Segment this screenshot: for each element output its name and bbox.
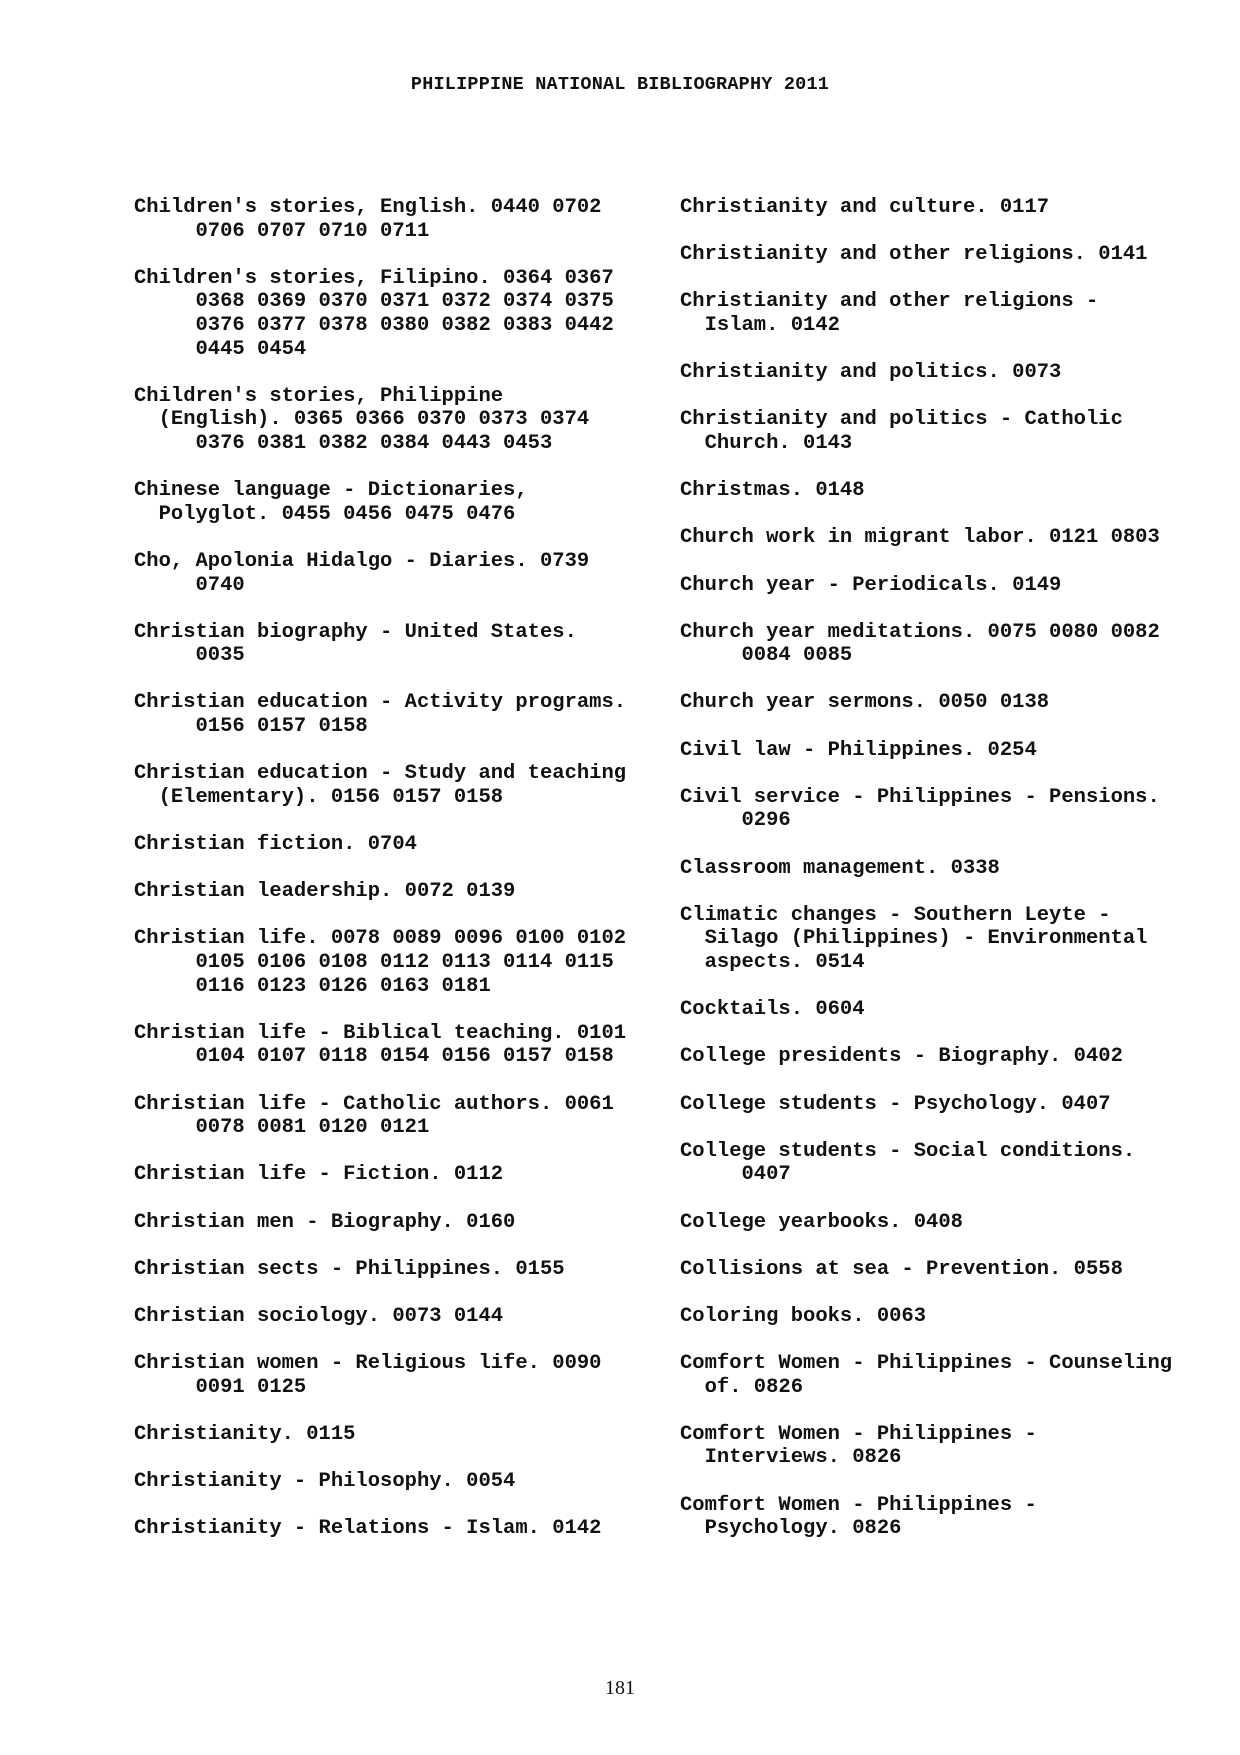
index-entry (134, 1211, 654, 1235)
entry-heading-line: Christian men - Biography. 0160 (134, 1210, 516, 1234)
entry-heading-line: Christianity and culture. 0117 (680, 196, 1050, 219)
entry-continuation-line: Psychology. 0826 (680, 1517, 902, 1541)
entry-heading-line: Christianity - Relations - Islam. 0142 (134, 1517, 602, 1541)
entry-continuation-line: Silago (Philippines) - Environmental (680, 927, 1148, 951)
index-entry (680, 1258, 1210, 1282)
entry-heading-line: Christmas. 0148 (680, 479, 865, 503)
index-entry (134, 1470, 654, 1494)
index-entry (134, 762, 654, 809)
index-entry (134, 880, 654, 904)
entry-continuation-line: 0376 0381 0382 0384 0443 0453 (134, 431, 553, 455)
index-entry (134, 385, 654, 456)
entry-heading-line: Comfort Women - Philippines - Counseling (680, 1352, 1173, 1376)
entry-continuation-line: 0740 (134, 573, 245, 597)
index-entry (680, 243, 1210, 267)
entry-heading-line: Classroom management. 0338 (680, 856, 1000, 880)
entry-continuation-line: Church. 0143 (680, 431, 853, 455)
index-entry (134, 621, 654, 668)
entry-continuation-line: 0296 (680, 809, 791, 833)
entry-heading-line: Christian women - Religious life. 0090 (134, 1352, 602, 1376)
entry-continuation-line: Polyglot. 0455 0456 0475 0476 (134, 502, 516, 526)
entry-heading-line: Christian life. 0078 0089 0096 0100 0102 (134, 927, 627, 951)
entry-heading-line: Christian life - Catholic authors. 0061 (134, 1092, 614, 1116)
index-entry (680, 998, 1210, 1022)
entry-continuation-line: of. 0826 (680, 1375, 804, 1399)
entry-heading-line: Church work in migrant labor. 0121 0803 (680, 526, 1160, 550)
entry-heading-line: Collisions at sea - Prevention. 0558 (680, 1257, 1123, 1281)
index-entry (680, 408, 1210, 455)
entry-heading-line: Christian sects - Philippines. 0155 (134, 1257, 565, 1281)
entry-heading-line: Christian sociology. 0073 0144 (134, 1304, 504, 1328)
entry-continuation-line: (Elementary). 0156 0157 0158 (134, 785, 504, 809)
entry-continuation-line: 0084 0085 (680, 644, 853, 668)
index-entry (680, 786, 1210, 833)
entry-continuation-line: 0445 0454 (134, 337, 307, 361)
entry-continuation-line: 0407 (680, 1163, 791, 1187)
entry-heading-line: Climatic changes - Southern Leyte - (680, 903, 1111, 927)
index-entry (134, 267, 654, 361)
index-entry (134, 691, 654, 738)
index-entry (680, 1093, 1210, 1117)
entry-heading-line: Comfort Women - Philippines - (680, 1493, 1037, 1517)
index-entry (680, 691, 1210, 715)
entry-heading-line: College students - Psychology. 0407 (680, 1092, 1111, 1116)
index-entry (134, 1517, 654, 1541)
index-entry (134, 833, 654, 857)
index-entry (680, 526, 1210, 550)
index-entry (680, 1305, 1210, 1329)
entry-continuation-line: 0091 0125 (134, 1375, 307, 1399)
index-entry (680, 290, 1210, 337)
index-entry (134, 1163, 654, 1187)
entry-heading-line: Christian fiction. 0704 (134, 833, 417, 857)
entry-continuation-line: Islam. 0142 (680, 313, 840, 337)
entry-heading-line: Children's stories, English. 0440 0702 (134, 196, 602, 219)
entry-heading-line: Civil service - Philippines - Pensions. (680, 785, 1160, 809)
index-entry (134, 196, 654, 243)
entry-heading-line: Children's stories, Philippine (134, 384, 504, 408)
index-entry (134, 479, 654, 526)
entry-heading-line: Christianity. 0115 (134, 1422, 356, 1446)
entry-heading-line: Christian education - Study and teaching (134, 762, 627, 786)
entry-heading-line: Church year sermons. 0050 0138 (680, 691, 1050, 715)
index-column-right (680, 196, 1210, 1564)
index-entry (680, 1423, 1210, 1470)
entry-heading-line: College students - Social conditions. (680, 1139, 1136, 1163)
entry-continuation-line: Interviews. 0826 (680, 1446, 902, 1470)
index-entry (680, 1140, 1210, 1187)
index-entry (680, 361, 1210, 385)
entry-heading-line: Cocktails. 0604 (680, 998, 865, 1022)
entry-heading-line: Cho, Apolonia Hidalgo - Diaries. 0739 (134, 549, 590, 573)
entry-continuation-line: 0116 0123 0126 0163 0181 (134, 974, 491, 998)
running-header: PHILIPPINE NATIONAL BIBLIOGRAPHY 2011 (410, 74, 830, 95)
entry-heading-line: Christian biography - United States. (134, 620, 577, 644)
index-entry (680, 904, 1210, 975)
entry-continuation-line: 0105 0106 0108 0112 0113 0114 0115 (134, 951, 614, 974)
index-entry (680, 1211, 1210, 1235)
index-entry (680, 574, 1210, 598)
entry-heading-line: College yearbooks. 0408 (680, 1210, 963, 1234)
entry-continuation-line: (English). 0365 0366 0370 0373 0374 (134, 408, 590, 432)
entry-heading-line: Christianity - Philosophy. 0054 (134, 1470, 516, 1494)
entry-heading-line: Church year meditations. 0075 0080 0082 (680, 620, 1160, 644)
entry-continuation-line: 0104 0107 0118 0154 0156 0157 0158 (134, 1045, 614, 1069)
index-entry (134, 1423, 654, 1447)
index-entry (680, 479, 1210, 503)
entry-heading-line: Coloring books. 0063 (680, 1304, 927, 1328)
index-entry (134, 1305, 654, 1329)
index-entry (134, 1352, 654, 1399)
entry-heading-line: Comfort Women - Philippines - (680, 1422, 1037, 1446)
entry-heading-line: Christian life - Fiction. 0112 (134, 1163, 504, 1187)
index-entry (680, 1352, 1210, 1399)
entry-heading-line: Christian leadership. 0072 0139 (134, 880, 516, 904)
entry-continuation-line: 0156 0157 0158 (134, 715, 368, 739)
index-entry (134, 1258, 654, 1282)
index-entry (134, 927, 654, 998)
entry-heading-line: Christianity and politics - Catholic (680, 408, 1123, 432)
entry-heading-line: Christianity and other religions. 0141 (680, 243, 1148, 267)
entry-heading-line: Christianity and politics. 0073 (680, 361, 1062, 385)
entry-continuation-line: 0368 0369 0370 0371 0372 0374 0375 (134, 290, 614, 314)
entry-continuation-line: 0078 0081 0120 0121 (134, 1116, 430, 1140)
index-entry (680, 196, 1210, 220)
entry-heading-line: Christianity and other religions - (680, 290, 1099, 314)
page-number: 181 (605, 1677, 635, 1699)
index-entry (680, 857, 1210, 881)
entry-heading-line: Church year - Periodicals. 0149 (680, 573, 1062, 597)
index-entry (680, 621, 1210, 668)
entry-heading-line: Civil law - Philippines. 0254 (680, 738, 1037, 762)
entry-continuation-line: 0706 0707 0710 0711 (134, 219, 430, 243)
entry-heading-line: Children's stories, Filipino. 0364 0367 (134, 266, 614, 290)
index-entry (680, 739, 1210, 763)
entry-heading-line: Chinese language - Dictionaries, (134, 479, 528, 503)
index-entry (134, 1093, 654, 1140)
entry-heading-line: College presidents - Biography. 0402 (680, 1045, 1123, 1069)
entry-heading-line: Christian life - Biblical teaching. 0101 (134, 1021, 627, 1045)
entry-heading-line: Christian education - Activity programs. (134, 691, 627, 715)
index-entry (680, 1494, 1210, 1541)
entry-continuation-line: aspects. 0514 (680, 951, 865, 974)
index-entry (134, 1022, 654, 1069)
index-entry (680, 1045, 1210, 1069)
index-column-left (134, 196, 654, 1564)
entry-continuation-line: 0035 (134, 644, 245, 668)
entry-continuation-line: 0376 0377 0378 0380 0382 0383 0442 (134, 313, 614, 337)
index-entry (134, 550, 654, 597)
